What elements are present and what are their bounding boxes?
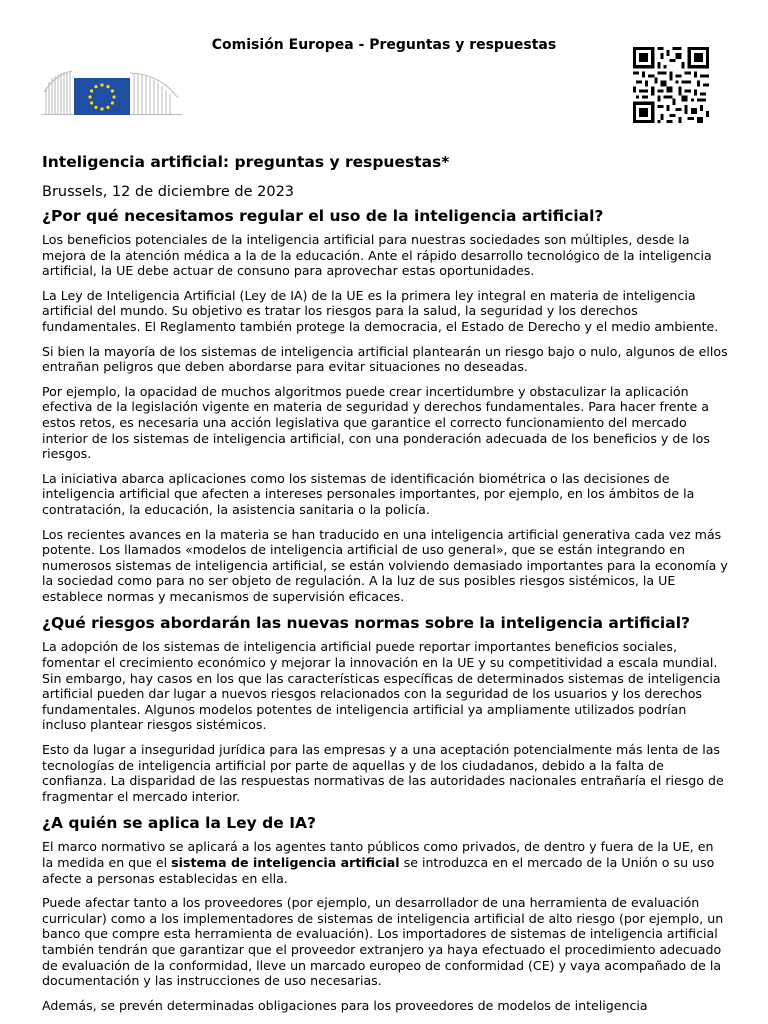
- paragraph: Además, se prevén determinadas obligaciones para los proveedores de modelos de inteligencia: [42, 997, 648, 1013]
- page-header-title: Comisión Europea - Preguntas y respuestas: [211, 37, 557, 53]
- document-title: Inteligencia artificial: preguntas y respuestas*: [42, 153, 450, 171]
- paragraph-text: se introduzca en el mercado de la Unión o su uso afecte a personas establecidas en ella.: [42, 855, 715, 886]
- dateline: Brussels, 12 de diciembre de 2023: [42, 184, 295, 200]
- document-body: [42, 152, 728, 1022]
- section-heading: ¿Qué riesgos abordarán las nuevas normas sobre la inteligencia artificial?: [42, 614, 690, 633]
- paragraph: Los beneficios potenciales de la inteligencia artificial para nuestras sociedades son múltiples, desde la mejora de la atención médica a la de la educación. Ante el rápido desarrollo tecnológico de la inteligencia artificial, la UE debe actuar de consuno para aprovechar estas oportunidades.: [42, 232, 712, 279]
- paragraph: Esto da lugar a inseguridad jurídica para las empresas y a una aceptación potencialmente más lenta de las tecnologías de inteligencia artificial por parte de aquellas y de los ciudadanos, debido a la falta de confianza. La disparidad de las respuestas normativas de las autoridades nacionales entrañaría el riesgo de fragmentar el mercado interior.: [42, 742, 724, 804]
- paragraph: Si bien la mayoría de los sistemas de inteligencia artificial plantearán un riesgo bajo o nulo, algunos de ellos entrañan peligros que deben abordarse para evitar situaciones no deseadas.: [42, 343, 728, 375]
- section-heading: ¿A quién se aplica la Ley de IA?: [42, 814, 316, 833]
- paragraph: La adopción de los sistemas de inteligencia artificial puede reportar importantes beneficios sociales, fomentar el crecimiento económico y mejorar la innovación en la UE y su competitividad a escala mundial. Sin embargo, hay casos en los que las características específicas de determinados sistemas de inteligencia artificial pueden dar lugar a nuevos riesgos relacionados con la seguridad de los usuarios y los derechos fundamentales. Algunos modelos potentes de inteligencia artificial ya ampliamente utilizados podrían incluso plantear riesgos sistémicos.: [42, 639, 721, 733]
- european-commission-logo: [42, 68, 182, 116]
- paragraph: La Ley de Inteligencia Artificial (Ley de IA) de la UE es la primera ley integral en materia de inteligencia artificial del mundo. Su objetivo es tratar los riesgos para la salud, la seguridad y los derechos fundamentales. El Reglamento también protege la democracia, el Estado de Derecho y el medio ambiente.: [42, 287, 719, 334]
- paragraph: Puede afectar tanto a los proveedores (por ejemplo, un desarrollador de una herramienta de evaluación curricular) como a los implementadores de sistemas de inteligencia artificial de alto riesgo (por ejemplo, un banco que compre esta herramienta de evaluación). Los importadores de sistemas de inteligencia artificial también tendrán que garantizar que el proveedor extranjero ya haya efectuado el procedimiento adecuado de evaluación de la conformidad, lleve un marcado europeo de conformidad (CE) y vaya acompañado de la documentación y las instrucciones de uso necesarias.: [42, 895, 724, 989]
- paragraph: Los recientes avances en la materia se han traducido en una inteligencia artificial generativa cada vez más potente. Los llamados «modelos de inteligencia artificial de uso general», que se están integrando en numerosos sistemas de inteligencia artificial, se están volviendo demasiado importantes para la economía y la sociedad como para no ser objeto de regulación. A la luz de sus posibles riesgos sistémicos, la UE establece normas y mecanismos de supervisión eficaces.: [42, 526, 728, 604]
- paragraph-text: El marco normativo se aplicará a los agentes tanto públicos como privados, de dentro y fuera de la UE, en la medida en que el: [42, 839, 714, 870]
- paragraph: [42, 839, 728, 886]
- paragraph: La iniciativa abarca aplicaciones como los sistemas de identificación biométrica o las decisiones de inteligencia artificial que afecten a intereses personales importantes, por ejemplo, en los ámbitos de la contratación, la educación, la asistencia sanitaria o la policía.: [42, 470, 695, 517]
- qr-code: [633, 47, 709, 123]
- paragraph: Por ejemplo, la opacidad de muchos algoritmos puede crear incertidumbre y obstaculizar la aplicación efectiva de la legislación vigente en materia de seguridad y derechos fundamentales. Para hacer frente a estos retos, es necesaria una acción legislativa que garantice el correcto funcionamiento del mercado interior de los sistemas de inteligencia artificial, con una ponderación adecuada de los beneficios y de los riesgos.: [42, 383, 710, 462]
- bold-term: sistema de inteligencia artificial: [171, 855, 400, 870]
- section-heading: ¿Por qué necesitamos regular el uso de la inteligencia artificial?: [42, 207, 604, 225]
